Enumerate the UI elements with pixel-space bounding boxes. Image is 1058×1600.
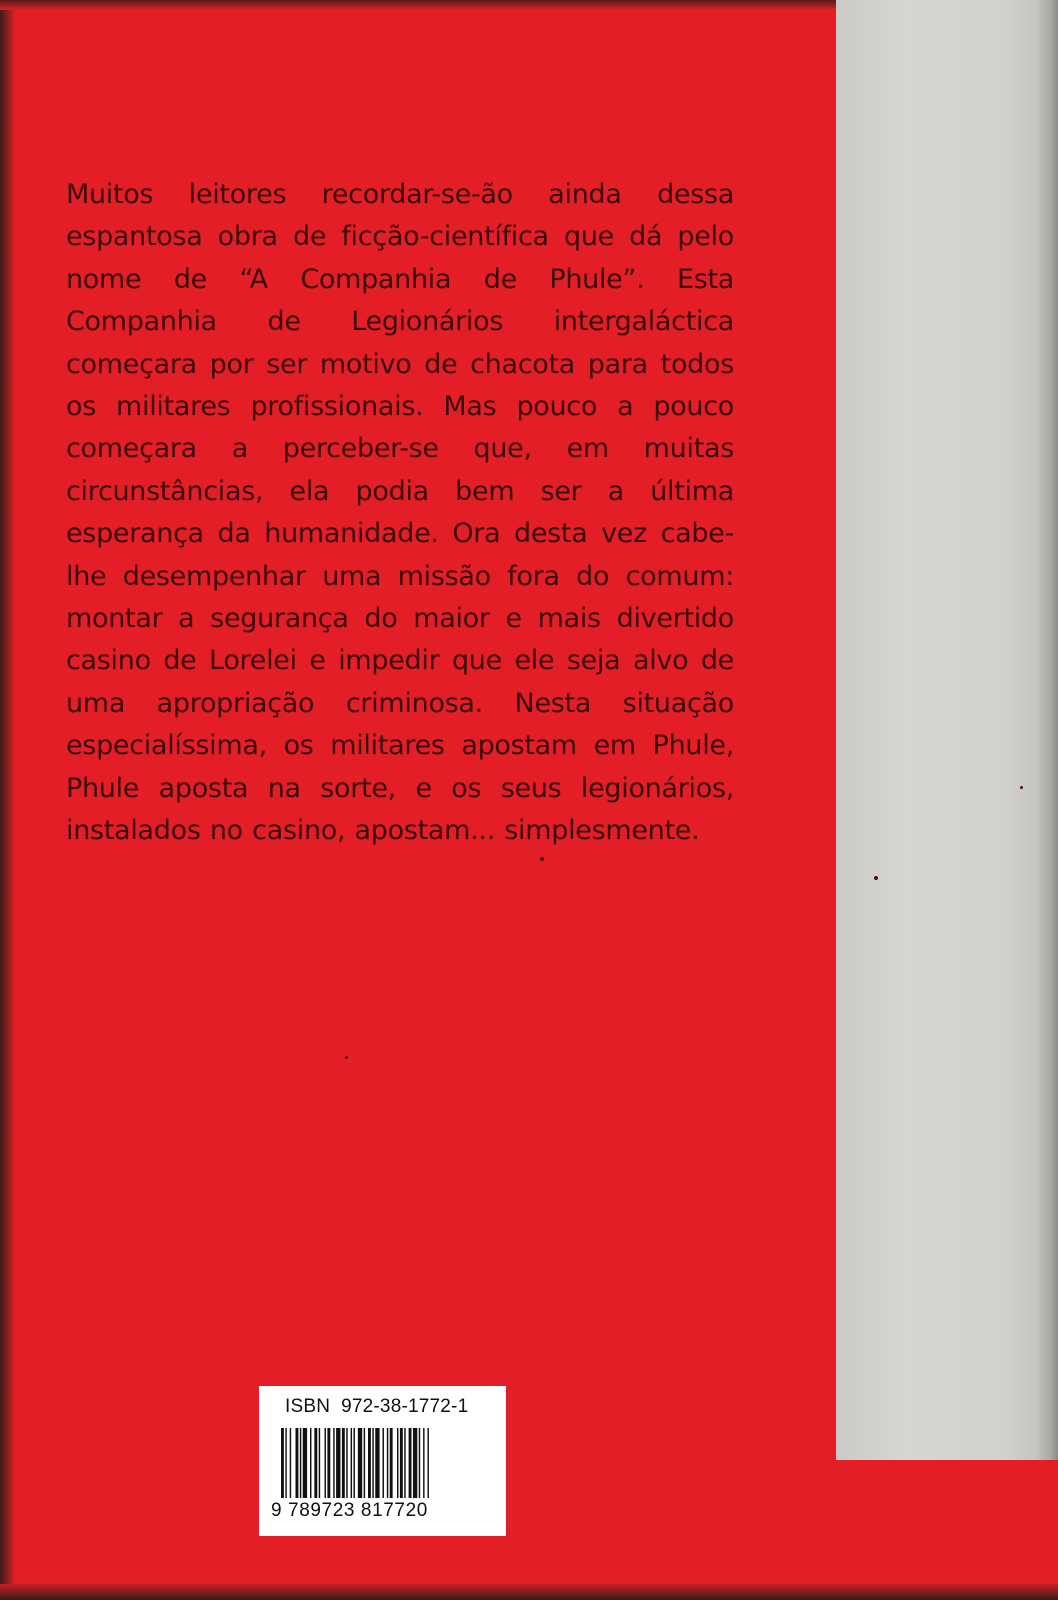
barcode-bar (319, 1428, 320, 1498)
barcode-bar (327, 1428, 330, 1498)
gray-strip-shadow (1034, 0, 1058, 1460)
barcode-bar (346, 1428, 347, 1498)
barcode-bar (390, 1428, 393, 1498)
barcode-bar (333, 1428, 334, 1498)
barcode-bar (423, 1428, 424, 1498)
gray-side-strip (836, 0, 1058, 1460)
barcode-bar (342, 1428, 345, 1498)
isbn-barcode-label (259, 1386, 506, 1536)
barcode-bar (400, 1428, 403, 1498)
barcode-bar (281, 1428, 284, 1498)
barcode-bar (296, 1428, 299, 1498)
barcode-bar (368, 1428, 371, 1498)
barcode-bar (314, 1428, 317, 1498)
barcode-bar (387, 1428, 388, 1498)
barcode-bar (300, 1428, 301, 1498)
ean-number: 9 789723 817720 (271, 1500, 428, 1521)
cover-left-edge (0, 0, 14, 1600)
barcode-bar (413, 1428, 417, 1498)
barcode-bar (383, 1428, 384, 1498)
speck (874, 876, 878, 880)
barcode-bar (372, 1428, 373, 1498)
barcode-bar (427, 1428, 428, 1498)
barcode-bar (354, 1428, 355, 1498)
cover-bottom-edge (0, 1584, 1058, 1600)
barcode-bar (397, 1428, 398, 1498)
barcode-bar (364, 1428, 365, 1498)
barcode-bar (325, 1428, 326, 1498)
barcode-icon (281, 1428, 481, 1498)
barcode-bar (290, 1428, 291, 1498)
synopsis-text: Muitos leitores recordar-se-ão ainda dessa espantosa obra de ficção-científica que dá pelo nome de “A Companhia de Phule”. Esta Companhia de Legionários intergaláctica começara por ser motivo de chacota para todos os militares profissionais. Mas pouco a pouco começara a perceber-se que, em muitas circunstâncias, ela podia bem ser a última esperança da humanidade. Ora desta vez cabe-lhe desempenhar uma missão fora do comum: montar a segurança do maior e mais divertido casino de Lorelei e impedir que ele seja alvo de uma apropriação criminosa. Nesta situação especialíssima, os militares apostam em Phule, Phule aposta na sorte, e os seus legionários, instalados no casino, apostam... simplesmente. (66, 179, 734, 847)
barcode-bar (375, 1428, 379, 1498)
barcode-bar (303, 1428, 307, 1498)
speck (1020, 786, 1023, 789)
barcode-bar (419, 1428, 420, 1498)
barcode-bar (404, 1428, 405, 1498)
isbn-number: ISBN 972-38-1772-1 (285, 1396, 469, 1417)
barcode-bar (310, 1428, 311, 1498)
barcode-bar (358, 1428, 362, 1498)
barcode-bar (351, 1428, 352, 1498)
barcode-bar (409, 1428, 412, 1498)
speck (345, 1056, 348, 1059)
speck (540, 857, 544, 861)
barcode-bar (336, 1428, 340, 1498)
barcode-bar (285, 1428, 286, 1498)
